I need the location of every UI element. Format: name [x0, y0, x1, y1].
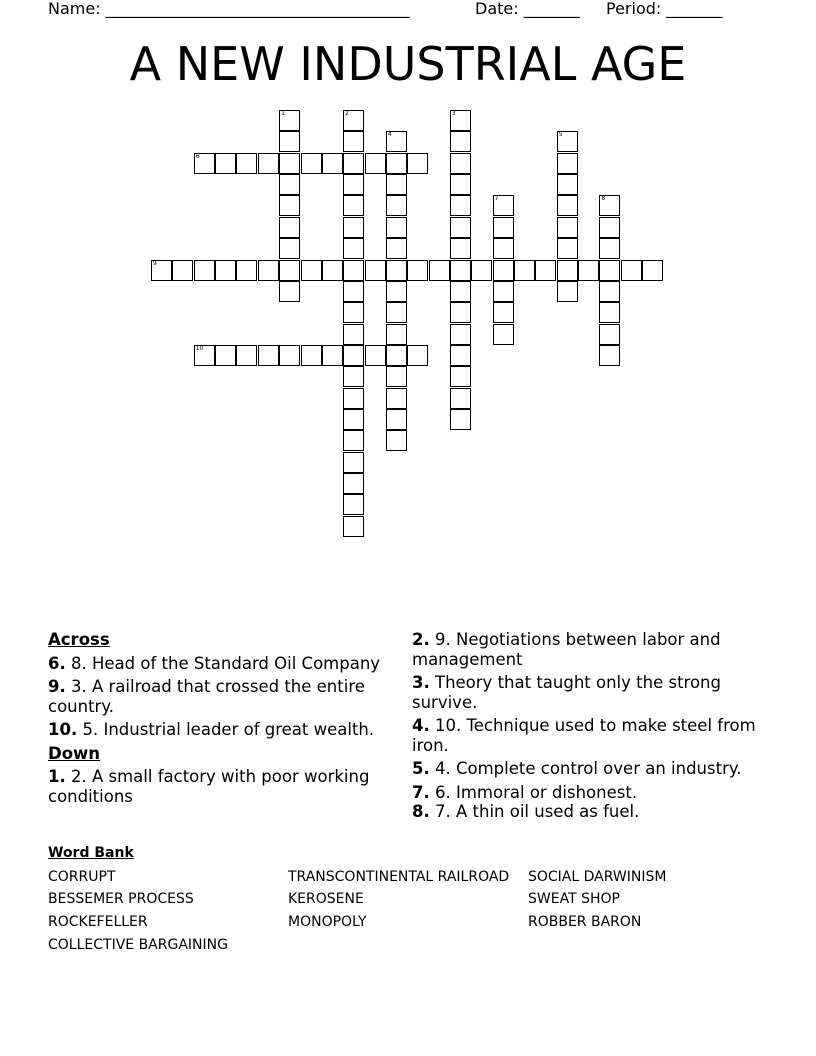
crossword-cell[interactable]: [557, 174, 578, 195]
crossword-cell[interactable]: [450, 174, 471, 195]
crossword-cell[interactable]: [493, 281, 514, 302]
crossword-cell[interactable]: [450, 131, 471, 152]
crossword-cell[interactable]: [557, 131, 578, 152]
crossword-cell[interactable]: [386, 195, 407, 216]
crossword-cell[interactable]: [450, 324, 471, 345]
crossword-cell[interactable]: [557, 195, 578, 216]
word-bank-item: KEROSENE: [288, 891, 364, 907]
name-label: Name: ______________________________________: [48, 0, 410, 18]
word-bank-item: CORRUPT: [48, 869, 116, 885]
crossword-cell[interactable]: [599, 302, 620, 323]
clue-number: 3: [451, 110, 456, 117]
crossword-cell[interactable]: [557, 281, 578, 302]
crossword-cell[interactable]: [301, 260, 322, 281]
crossword-cell[interactable]: [386, 174, 407, 195]
crossword-cell[interactable]: [493, 238, 514, 259]
crossword-cell[interactable]: [343, 260, 364, 281]
crossword-cell[interactable]: [386, 388, 407, 409]
crossword-cell[interactable]: [599, 217, 620, 238]
date-label: Date: _______: [475, 0, 580, 18]
crossword-cell[interactable]: [215, 345, 236, 366]
crossword-cell[interactable]: [450, 409, 471, 430]
crossword-cell[interactable]: [322, 153, 343, 174]
crossword-cell[interactable]: [450, 281, 471, 302]
clue-down-5: 5. 4. Complete control over an industry.: [412, 759, 742, 778]
crossword-cell[interactable]: [365, 153, 386, 174]
crossword-cell[interactable]: [343, 174, 364, 195]
clue-across-6: 6. 8. Head of the Standard Oil Company: [48, 653, 381, 673]
crossword-cell[interactable]: [386, 366, 407, 387]
crossword-cell[interactable]: [279, 110, 300, 131]
crossword-cell[interactable]: [578, 260, 599, 281]
crossword-cell[interactable]: [236, 345, 257, 366]
crossword-cell[interactable]: [599, 195, 620, 216]
clue-down-3: 3. Theory that taught only the strong survive.: [412, 673, 721, 712]
crossword-cell[interactable]: [343, 238, 364, 259]
crossword-cell[interactable]: [343, 516, 364, 537]
crossword-cell[interactable]: [599, 281, 620, 302]
crossword-cell[interactable]: [322, 260, 343, 281]
clue-down-4: 4. 10. Technique used to make steel from iron.: [412, 716, 756, 755]
crossword-cell[interactable]: [301, 153, 322, 174]
crossword-cell[interactable]: [343, 195, 364, 216]
crossword-cell[interactable]: [386, 324, 407, 345]
clue-number: 6: [195, 152, 200, 160]
crossword-cell[interactable]: [258, 153, 279, 174]
crossword-cell[interactable]: [429, 260, 450, 281]
crossword-cell[interactable]: [279, 217, 300, 238]
crossword-cell[interactable]: [493, 260, 514, 281]
crossword-cell[interactable]: [365, 260, 386, 281]
crossword-cell[interactable]: [407, 260, 428, 281]
word-bank-title: Word Bank: [48, 845, 134, 861]
crossword-cell[interactable]: [450, 302, 471, 323]
clue-down-1: 1. 2. A small factory with poor working conditions: [48, 767, 370, 806]
crossword-cell[interactable]: [343, 388, 364, 409]
clue-across-10: 10. 5. Industrial leader of great wealth.: [48, 720, 375, 739]
clue-number: 4: [387, 131, 392, 139]
crossword-cell[interactable]: [279, 131, 300, 152]
crossword-cell[interactable]: [258, 345, 279, 366]
clue-number: 10: [195, 344, 204, 352]
crossword-cell[interactable]: [236, 153, 257, 174]
crossword-cell[interactable]: [386, 217, 407, 238]
crossword-cell[interactable]: [151, 260, 172, 281]
crossword-cell[interactable]: [557, 260, 578, 281]
word-bank-item: ROCKEFELLER: [48, 914, 148, 930]
crossword-cell[interactable]: [471, 260, 492, 281]
crossword-cell[interactable]: [514, 260, 535, 281]
crossword-cell[interactable]: [450, 195, 471, 216]
crossword-cell[interactable]: [386, 238, 407, 259]
crossword-cell[interactable]: [343, 324, 364, 345]
word-bank-item: COLLECTIVE BARGAINING: [48, 937, 228, 953]
crossword-cell[interactable]: [194, 153, 215, 174]
crossword-cell[interactable]: [557, 238, 578, 259]
word-bank-item: SWEAT SHOP: [528, 891, 620, 907]
crossword-cell[interactable]: [557, 217, 578, 238]
crossword-cell[interactable]: [215, 153, 236, 174]
crossword-cell[interactable]: [493, 195, 514, 216]
clue-down-8: 8. 7. A thin oil used as fuel.: [412, 802, 640, 821]
clue-down-2: 2. 9. Negotiations between labor and management: [412, 630, 721, 669]
crossword-cell[interactable]: [343, 110, 364, 131]
crossword-cell[interactable]: [450, 217, 471, 238]
crossword-cell[interactable]: [642, 260, 663, 281]
crossword-cell[interactable]: [386, 260, 407, 281]
clues-left-column: [48, 630, 398, 810]
crossword-cell[interactable]: [407, 345, 428, 366]
across-heading: Across: [48, 630, 110, 649]
crossword-cell[interactable]: [279, 260, 300, 281]
crossword-cell[interactable]: [343, 366, 364, 387]
crossword-cell[interactable]: [535, 260, 556, 281]
crossword-cell[interactable]: [279, 153, 300, 174]
clue-number: 1: [281, 110, 285, 117]
clue-number: 2: [345, 110, 349, 117]
down-heading: Down: [48, 743, 101, 763]
crossword-cell[interactable]: [322, 345, 343, 366]
crossword-cell[interactable]: [343, 409, 364, 430]
crossword-cell[interactable]: [343, 131, 364, 152]
crossword-cell[interactable]: [343, 452, 364, 473]
page-title: A NEW INDUSTRIAL AGE: [129, 37, 687, 91]
crossword-cell[interactable]: [386, 345, 407, 366]
crossword-cell[interactable]: [599, 345, 620, 366]
crossword-cell[interactable]: [450, 388, 471, 409]
clue-across-9: 9. 3. A railroad that crossed the entire country.: [48, 677, 365, 716]
clue-number: 5: [558, 131, 563, 139]
crossword-cell[interactable]: [343, 217, 364, 238]
crossword-cell[interactable]: [450, 110, 471, 131]
crossword-cell[interactable]: [215, 260, 236, 281]
crossword-cell[interactable]: [279, 345, 300, 366]
period-label: Period: _______: [606, 0, 723, 18]
crossword-cell[interactable]: [343, 430, 364, 451]
crossword-cell[interactable]: [258, 260, 279, 281]
clues-right-column: [412, 630, 757, 826]
crossword-cell[interactable]: [279, 281, 300, 302]
word-bank-item: SOCIAL DARWINISM: [528, 869, 667, 885]
crossword-cell[interactable]: [343, 494, 364, 515]
word-bank-item: MONOPOLY: [288, 914, 367, 930]
crossword-cell[interactable]: [493, 302, 514, 323]
clue-down-7: 7. 6. Immoral or dishonest.: [412, 782, 638, 802]
crossword-cell[interactable]: [343, 281, 364, 302]
crossword-cell[interactable]: [301, 345, 322, 366]
clue-number: 8: [601, 195, 606, 203]
crossword-cell[interactable]: [450, 238, 471, 259]
crossword-cell[interactable]: [450, 366, 471, 387]
crossword-cell[interactable]: [343, 345, 364, 366]
clue-number: 7: [494, 195, 499, 203]
crossword-cell[interactable]: [493, 324, 514, 345]
crossword-cell[interactable]: [386, 409, 407, 430]
crossword-cell[interactable]: [450, 345, 471, 366]
crossword-cell[interactable]: [599, 260, 620, 281]
crossword-cell[interactable]: [236, 260, 257, 281]
crossword-cell[interactable]: [343, 302, 364, 323]
crossword-cell[interactable]: [343, 153, 364, 174]
crossword-cell[interactable]: [450, 260, 471, 281]
crossword-cell[interactable]: [343, 473, 364, 494]
crossword-cell[interactable]: [493, 217, 514, 238]
crossword-cell[interactable]: [557, 153, 578, 174]
crossword-cell[interactable]: [194, 260, 215, 281]
crossword-cell[interactable]: [450, 153, 471, 174]
crossword-cell[interactable]: [386, 131, 407, 152]
clue-number: 9: [153, 259, 157, 267]
crossword-cell[interactable]: [386, 430, 407, 451]
word-bank-item: BESSEMER PROCESS: [48, 891, 194, 907]
crossword-cell[interactable]: [621, 260, 642, 281]
crossword-cell[interactable]: [172, 260, 193, 281]
crossword-cell[interactable]: [194, 345, 215, 366]
crossword-cell[interactable]: [279, 174, 300, 195]
word-bank-item: ROBBER BARON: [528, 914, 642, 930]
crossword-cell[interactable]: [599, 324, 620, 345]
crossword-cell[interactable]: [407, 153, 428, 174]
crossword-cell[interactable]: [279, 195, 300, 216]
crossword-cell[interactable]: [386, 281, 407, 302]
crossword-cell[interactable]: [365, 345, 386, 366]
word-bank-item: TRANSCONTINENTAL RAILROAD: [288, 869, 510, 885]
crossword-cell[interactable]: [386, 153, 407, 174]
crossword-cell[interactable]: [279, 238, 300, 259]
crossword-cell[interactable]: [386, 302, 407, 323]
crossword-cell[interactable]: [599, 238, 620, 259]
